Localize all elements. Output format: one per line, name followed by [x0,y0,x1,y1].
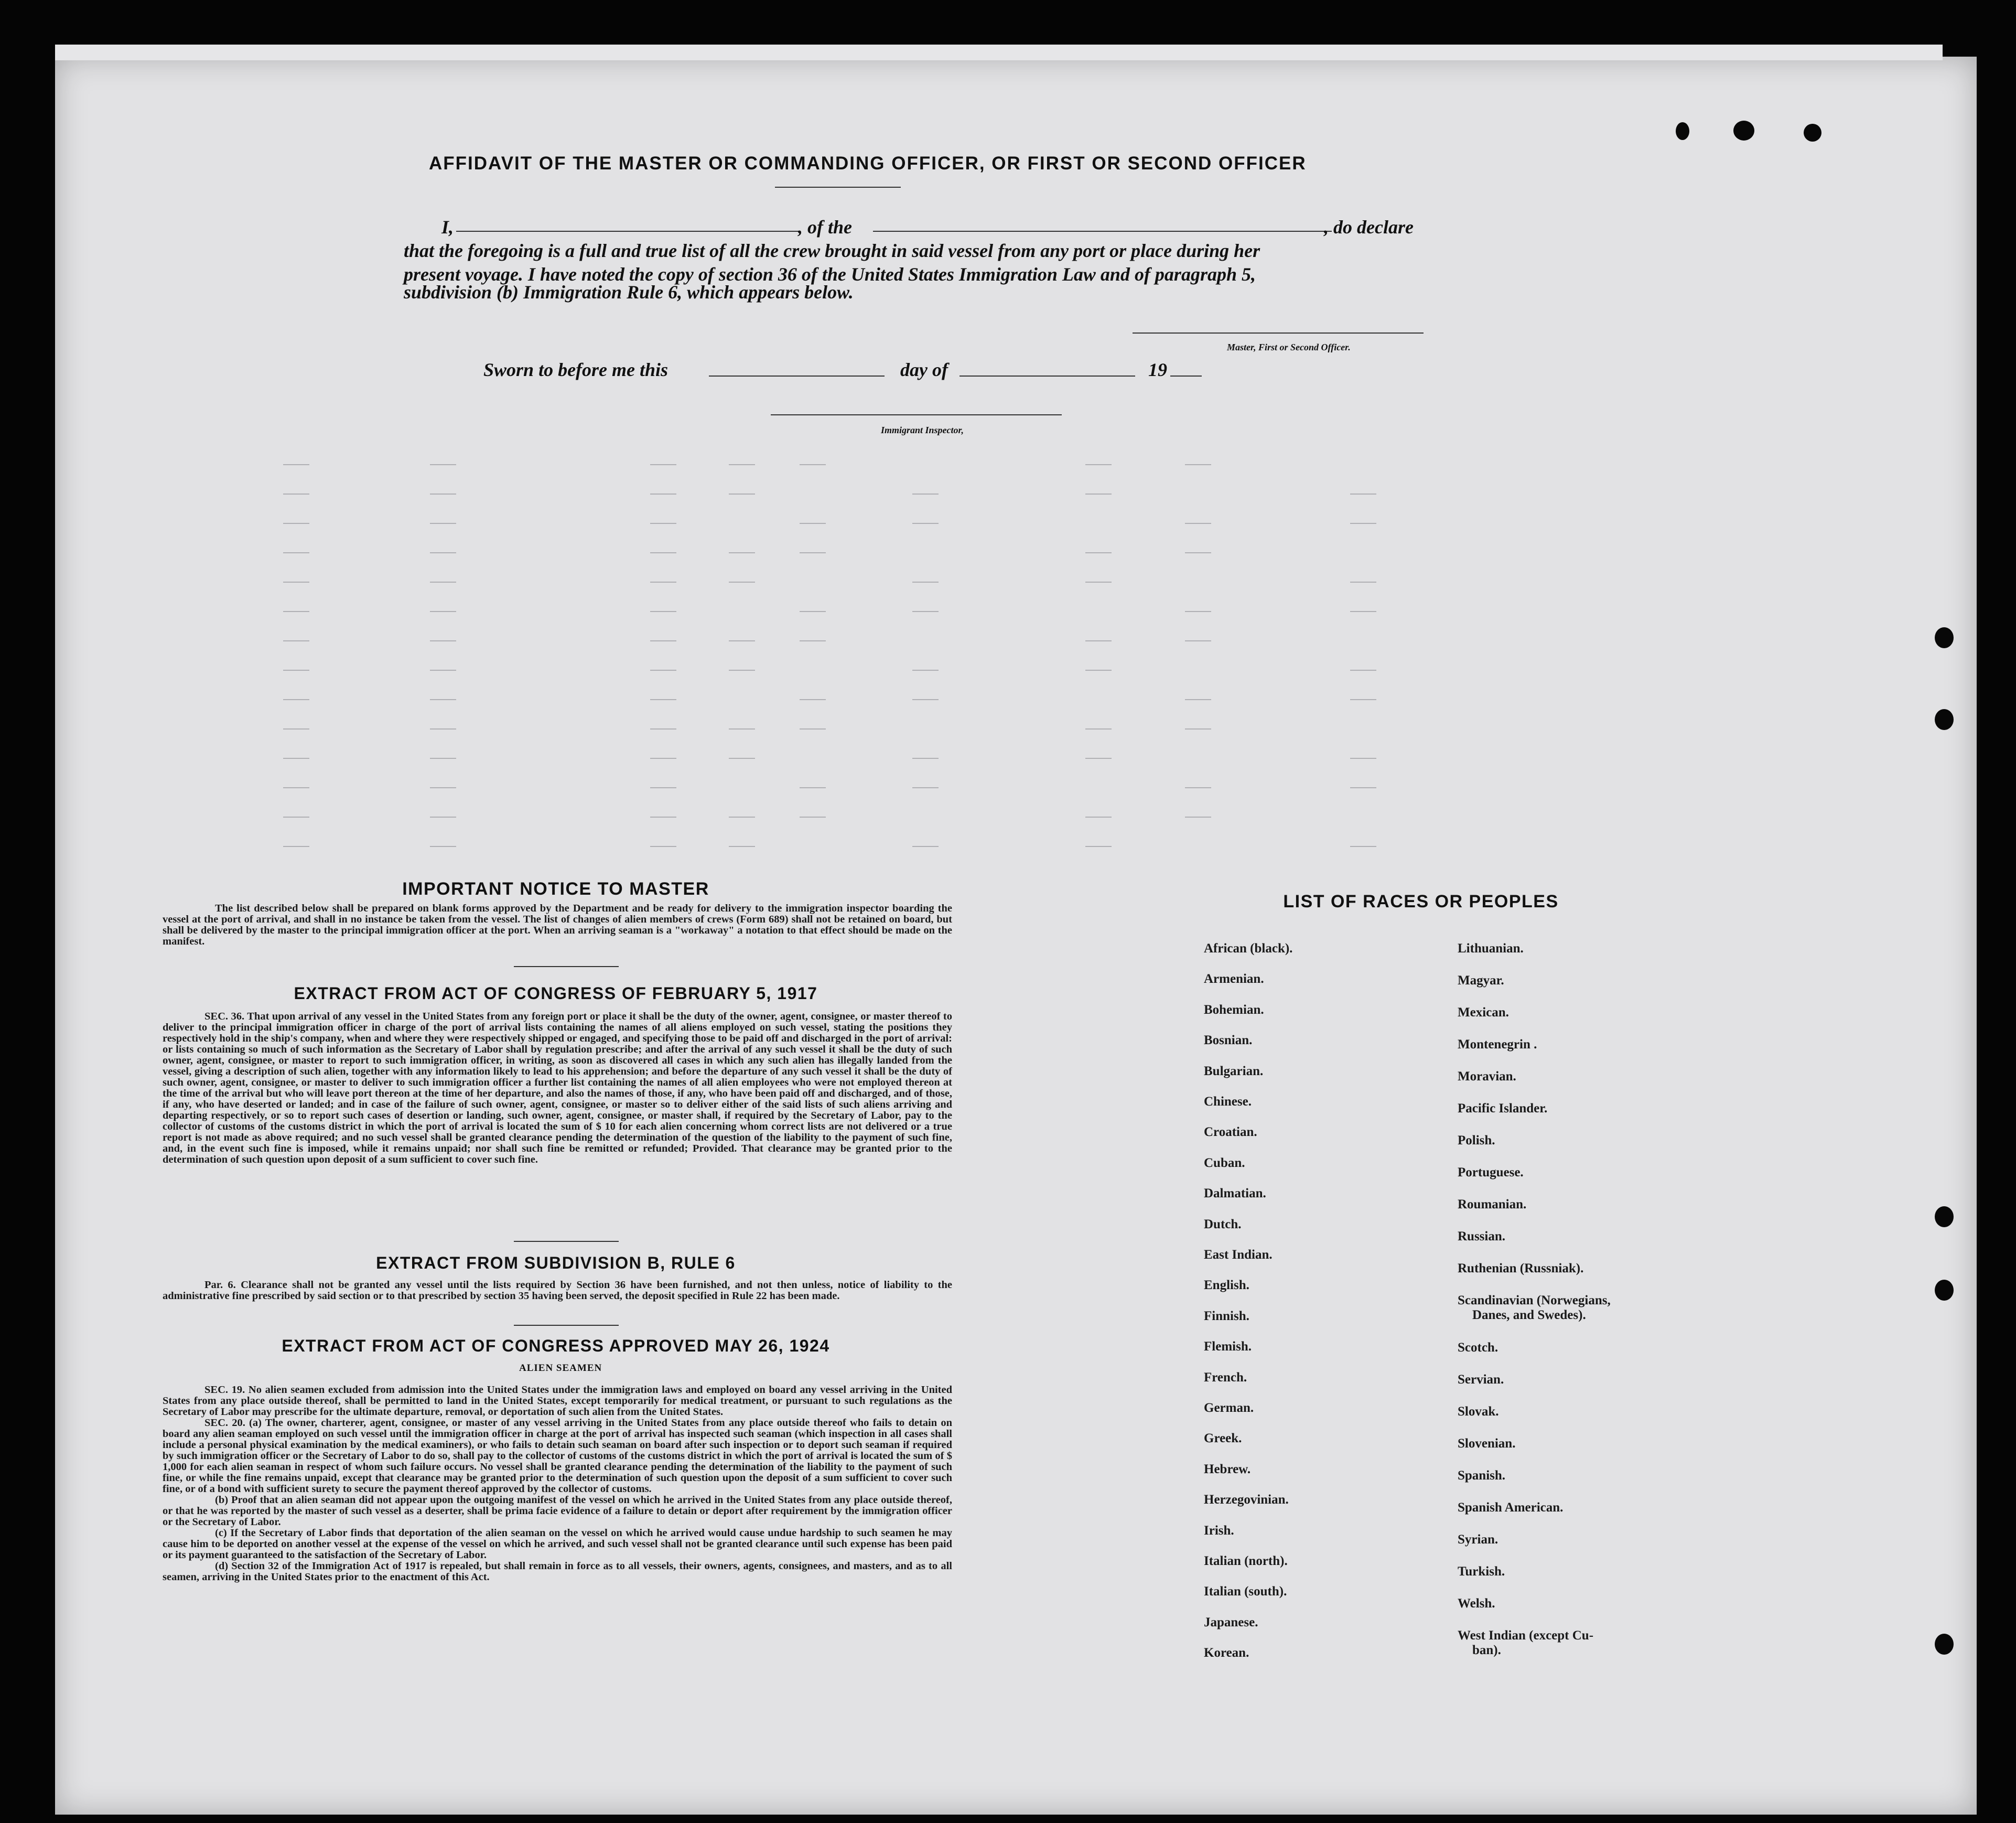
page-tab [55,45,1943,60]
races-title: LIST OF RACES OR PEOPLES [1283,892,1559,912]
bleed-through-mark [1185,523,1211,524]
race-item: West Indian (except Cu- [1458,1628,1594,1643]
bleed-through-mark [912,846,939,847]
bleed-through-mark [800,611,826,612]
bleed-through-mark [1185,787,1211,788]
bleed-through-mark [729,728,755,730]
bleed-through-mark [800,523,826,524]
extract-rule6-title: EXTRACT FROM SUBDIVISION B, RULE 6 [376,1253,736,1272]
race-item: Greek. [1204,1431,1242,1446]
bleed-through-mark [1185,552,1211,553]
bleed-through-mark [1085,494,1112,495]
bleed-through-mark [430,670,456,671]
affidavit-declare: , do declare [1324,217,1414,238]
race-item: Scandinavian (Norwegians, [1458,1293,1611,1307]
extract-1924-title: EXTRACT FROM ACT OF CONGRESS APPROVED MAY 26, 1924 [282,1336,830,1355]
race-item: Spanish. [1458,1468,1506,1483]
bleed-through-mark [283,464,309,465]
extract-rule6-text: Par. 6. Clearance shall not be granted any vessel until the lists required by Section 36 have been furnished, and not then unless, notice of liability to the administrative fine prescribed by said section or to that prescribed by section 35 having been served, the deposit specified in Rule 22 has been made. [163,1279,952,1302]
affidavit-of-the: , of the [798,217,852,238]
bleed-through-mark [650,582,676,583]
bleed-through-mark [650,611,676,612]
bleed-through-mark [729,552,755,553]
race-item: Dalmatian. [1204,1186,1266,1201]
bleed-through-mark [650,758,676,759]
bleed-through-mark [650,640,676,641]
punch-hole [1935,1634,1954,1655]
race-item: Russian. [1458,1229,1506,1243]
bleed-through-mark [283,846,309,847]
race-item: Montenegrin . [1458,1037,1537,1052]
race-item: African (black). [1204,941,1293,956]
extract-1917-text: SEC. 36. That upon arrival of any vessel in the United States from any foreign port or place it shall be the duty of the owner, agent, consignee, or master thereof to deliver to the principal immigration officer in charge of the port of arrival lists containing the names of all aliens employed on such vessel, stating the positions they respectively hold in the ship's company, when and where they were respectively shipped or engaged, and specifying those to be paid off and discharged in the port of arrival: or lists containing so much of such information as the Secretary of Labor shall by regulation prescribe; and after the arrival of any such vessel it shall be the duty of such owner, agent, consignee, or master to report to such immigration officer, in writing, as soon as discovered all cases in which any such alien has illegally landed from the vessel, giving a description of such alien, together with any information likely to lead to his apprehension; and before the departure of any such vessel it shall be the duty of such owner, agent, consignee, or master to deliver to such immigration officer a further list containing the names of all alien employees who were not employed thereon at the time of the arrival but who will leave port thereon at the time of her departure, and also the names of those, if any, who have been paid off and discharged, and of those, if any, who have deserted or landed; and in case of the failure of such owner, agent, consignee, or master so to deliver either of the said lists of such aliens arriving and departing respectively, or so to report such cases of desertion or landing, such owner, agent, consignee, or master shall, if required by the Secretary of Labor, pay to the collector of customs of the customs district in which the port of arrival is located the sum of $ 10 for each alien concerning whom correct lists are not delivered or a true report is not made as above required; and no such vessel shall be granted clearance pending the determination of the question of the liability to the payment of such fine, and, in the event such fine is imposed, while it remains unpaid; nor shall such fine be remitted or refunded; Provided. That clearance may be granted prior to the determination of such question upon deposit of a sum sufficient to cover such fine. [163,1011,952,1165]
bleed-through-mark [912,758,939,759]
vessel-field[interactable] [873,231,1332,232]
bleed-through-mark [729,640,755,641]
bleed-through-mark [283,670,309,671]
race-item: French. [1204,1370,1247,1385]
punch-hole [1935,627,1954,648]
extract-1917-title: EXTRACT FROM ACT OF CONGRESS OF FEBRUARY 5, 1917 [294,984,818,1003]
sec-20b-text: (b) Proof that an alien seaman did not appear upon the outgoing manifest of the vessel on which he arrived in the United States from any place outside thereof, or that he was reported by the master of such vessel as a deserter, shall be prima facie evidence of a failure to detain or deport after requirement by the immigration officer or the Secretary of Labor. [163,1494,952,1528]
bleed-through-mark [283,494,309,495]
rule [514,1241,619,1242]
bleed-through-mark [912,670,939,671]
race-item: Herzegovinian. [1204,1493,1289,1507]
bleed-through-mark [1085,670,1112,671]
sec-20a-text: SEC. 20. (a) The owner, charterer, agent, consignee, or master of any vessel arriving in the United States from any place outside thereof who fails to detain on board any alien seaman employed on such vessel until the immigration officer in charge at the port of arrival has inspected such seaman (which inspection in all cases shall include a personal physical examination by the medical examiners), or who fails to detain such seaman on board after such inspection or to deport such seaman if required by such immigration officer or the Secretary of Labor to do so, shall pay to the collector of customs of the customs district in which the port of arrival is located the sum of $ 1,000 for each alien seaman in respect of whom such failure occurs. No vessel shall be granted clearance pending the determination of the liability to the payment of such fine, or while the fine remains unpaid, except that clearance may be granted prior to the determination of such question upon the deposit of a sum sufficient to cover such fine, or of a bond with sufficient surety to secure the payment thereof approved by the collector of customs. [163,1417,952,1495]
bleed-through-mark [430,758,456,759]
race-item: Lithuanian. [1458,941,1524,956]
bleed-through-mark [1085,582,1112,583]
inspector-caption: Immigrant Inspector, [881,425,964,435]
master-signature-field[interactable] [1133,333,1424,334]
bleed-through-mark [283,523,309,524]
bleed-through-mark [1085,817,1112,818]
bleed-through-mark [1185,611,1211,612]
notice-title: IMPORTANT NOTICE TO MASTER [402,879,709,899]
punch-hole [1733,121,1754,141]
race-item: Flemish. [1204,1339,1252,1354]
bleed-through-mark [650,728,676,730]
race-item: Roumanian. [1458,1197,1527,1211]
punch-hole [1935,1206,1954,1227]
race-item: East Indian. [1204,1248,1273,1262]
notice-text: The list described below shall be prepared on blank forms approved by the Department and be ready for delivery to the immigration inspector boarding the vessel at the port of arrival, and shall in no instance be taken from the vessel. The list of changes of alien members of crews (Form 689) shall not be retained on board, but shall be delivered by the master to the principal immigration officer at the port. When an arriving seaman is a "workaway" a notation to that effect should be made on the manifest. [163,903,952,947]
bleed-through-mark [1350,758,1376,759]
bleed-through-mark [430,582,456,583]
bleed-through-mark [729,817,755,818]
affidavit-line-4: subdivision (b) Immigration Rule 6, which appears below. [404,282,854,303]
bleed-through-mark [650,464,676,465]
bleed-through-mark [729,846,755,847]
bleed-through-mark [430,846,456,847]
race-item: Finnish. [1204,1309,1249,1323]
bleed-through-mark [1350,523,1376,524]
punch-hole [1935,1280,1954,1301]
race-item: German. [1204,1401,1254,1415]
name-field[interactable] [456,231,800,232]
rule [514,1325,619,1326]
punch-hole [1804,124,1821,142]
extract-1924-body [163,1385,952,1583]
bleed-through-mark [800,787,826,788]
bleed-through-mark [283,611,309,612]
race-item: Irish. [1204,1523,1234,1538]
bleed-through-mark [1185,640,1211,641]
bleed-through-mark [800,464,826,465]
bleed-through-mark [912,611,939,612]
race-item: Bohemian. [1204,1002,1264,1017]
race-item: Chinese. [1204,1095,1252,1109]
bleed-through-mark [430,787,456,788]
extract-1924-subtitle: ALIEN SEAMEN [519,1363,602,1374]
bleed-through-mark [283,582,309,583]
race-item: Spanish American. [1458,1500,1564,1515]
bleed-through-mark [1185,699,1211,700]
race-item: ban). [1472,1643,1501,1657]
race-item: Bosnian. [1204,1033,1253,1048]
race-item: Syrian. [1458,1532,1498,1547]
bleed-through-mark [283,728,309,730]
punch-hole [1676,122,1689,140]
bleed-through-mark [430,817,456,818]
bleed-through-mark [430,611,456,612]
bleed-through-mark [1350,846,1376,847]
inspector-signature-field[interactable] [771,414,1062,415]
affidavit-title: AFFIDAVIT OF THE MASTER OR COMMANDING OFFICER, OR FIRST OR SECOND OFFICER [429,153,1307,174]
sec-19-text: SEC. 19. No alien seamen excluded from admission into the United States under the immigration laws and employed on board any vessel arriving in the United States from any place outside thereof, shall be permitted to land in the United States, except temporarily for medical treatment, or pursuant to such regulations as the Secretary of Labor may prescribe for the ultimate departure, removal, or deportation of such alien from the United States. [163,1384,952,1418]
bleed-through-mark [912,523,939,524]
title-rule [775,187,901,188]
bleed-through-mark [430,552,456,553]
sworn-year-prefix: 19 [1148,359,1167,380]
bleed-through-mark [430,699,456,700]
bleed-through-mark [800,817,826,818]
bleed-through-mark [1085,552,1112,553]
bleed-through-mark [800,552,826,553]
race-item: Italian (north). [1204,1554,1288,1568]
bleed-through-mark [912,582,939,583]
race-item: Slovak. [1458,1404,1499,1419]
bleed-through-mark [283,817,309,818]
bleed-through-mark [1085,640,1112,641]
bleed-through-mark [1350,582,1376,583]
bleed-through-mark [1185,728,1211,730]
bleed-through-mark [283,552,309,553]
race-item: Mexican. [1458,1005,1509,1020]
sworn-year-field[interactable] [1170,376,1202,377]
bleed-through-mark [1350,787,1376,788]
bleed-through-mark [283,640,309,641]
bleed-through-mark [283,758,309,759]
bleed-through-mark [912,787,939,788]
bleed-through-mark [1085,464,1112,465]
bleed-through-mark [800,728,826,730]
sworn-day-of: day of [900,359,948,380]
bleed-through-mark [650,670,676,671]
bleed-through-mark [729,582,755,583]
bleed-through-mark [912,494,939,495]
bleed-through-mark [430,728,456,730]
sworn-text: Sworn to before me this [483,359,669,380]
bleed-through-mark [650,494,676,495]
bleed-through-mark [650,817,676,818]
bleed-through-mark [650,523,676,524]
race-item: Japanese. [1204,1615,1258,1629]
race-item: Cuban. [1204,1155,1245,1170]
race-item: Polish. [1458,1133,1495,1148]
race-item: Danes, and Swedes). [1472,1308,1586,1322]
sworn-month-field[interactable] [960,376,1135,377]
bleed-through-mark [729,758,755,759]
bleed-through-mark [650,846,676,847]
race-item: Italian (south). [1204,1584,1287,1599]
race-item: Welsh. [1458,1596,1495,1611]
race-item: English. [1204,1278,1249,1293]
bleed-through-mark [1085,728,1112,730]
bleed-through-mark [729,464,755,465]
bleed-through-mark [430,640,456,641]
bleed-through-mark [283,787,309,788]
bleed-through-mark [1350,494,1376,495]
bleed-through-mark [650,787,676,788]
race-item: Portuguese. [1458,1165,1524,1179]
bleed-through-mark [430,523,456,524]
bleed-through-mark [650,699,676,700]
punch-hole [1935,709,1954,730]
race-item: Hebrew. [1204,1462,1251,1476]
sec-20d-text: (d) Section 32 of the Immigration Act of 1917 is repealed, but shall remain in force as to all vessels, their owners, agents, consignees, and masters, and as to all seamen, arriving in the United States prior to the enactment of this Act. [163,1560,952,1583]
race-item: Turkish. [1458,1564,1505,1579]
bleed-through-mark [1185,817,1211,818]
race-item: Pacific Islander. [1458,1101,1548,1116]
bleed-through-mark [729,494,755,495]
race-item: Slovenian. [1458,1436,1516,1451]
race-item: Ruthenian (Russniak). [1458,1261,1584,1275]
sec-20c-text: (c) If the Secretary of Labor finds that deportation of the alien seaman on the vessel on which he arrived would cause undue hardship to such seamen he may cause him to be deported on another vessel at the expense of the vessel on which he arrived, and such vessel shall not be granted clearance until such expense has been paid or its payment guaranteed to the satisfaction of the Secretary of Labor. [163,1527,952,1561]
bleed-through-mark [650,552,676,553]
affidavit-i: I, [441,217,454,238]
bleed-through-mark [800,640,826,641]
race-item: Moravian. [1458,1069,1516,1084]
race-item: Armenian. [1204,972,1264,986]
race-item: Magyar. [1458,973,1504,988]
rule [514,966,619,967]
race-item: Dutch. [1204,1217,1242,1231]
bleed-through-mark [283,699,309,700]
race-item: Bulgarian. [1204,1064,1264,1078]
bleed-through-mark [1350,670,1376,671]
affidavit-line-2: that the foregoing is a full and true list of all the crew brought in said vessel from any port or place during her [404,240,1260,261]
bleed-through-mark [430,464,456,465]
race-item: Servian. [1458,1372,1504,1387]
affidavit-line-3: present voyage. I have noted the copy of section 36 of the United States Immigration Law and of paragraph 5, [404,264,1256,285]
bleed-through-mark [800,699,826,700]
sworn-day-field[interactable] [709,376,885,377]
bleed-through-mark [1350,611,1376,612]
race-item: Croatian. [1204,1125,1257,1140]
race-item: Korean. [1204,1646,1249,1660]
bleed-through-mark [729,670,755,671]
bleed-through-mark [1350,699,1376,700]
bleed-through-mark [1085,758,1112,759]
bleed-through-mark [430,494,456,495]
bleed-through-mark [912,699,939,700]
master-caption: Master, First or Second Officer. [1227,342,1351,352]
bleed-through-mark [1185,464,1211,465]
bleed-through-mark [1085,846,1112,847]
race-item: Scotch. [1458,1341,1498,1355]
